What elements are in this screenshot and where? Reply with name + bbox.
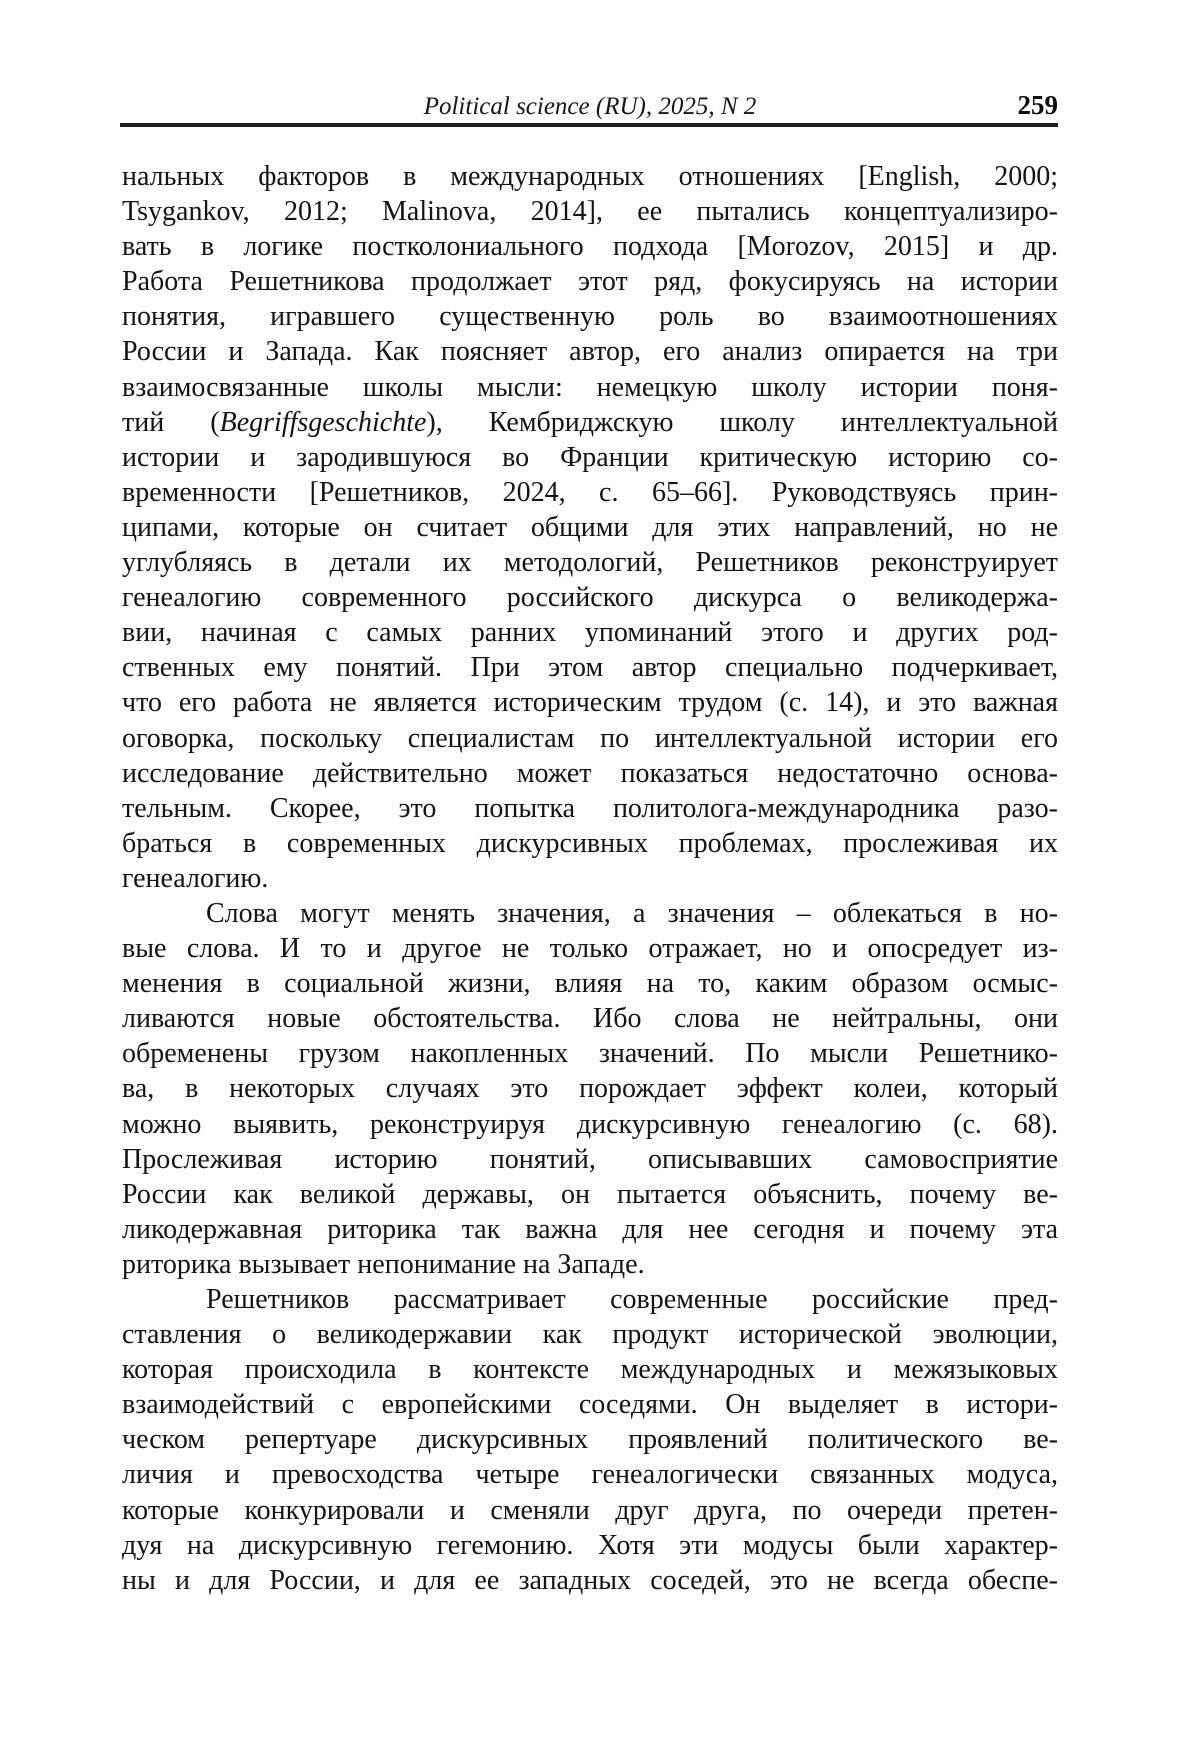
text-line: ственных ему понятий. При этом автор специально подчеркивает, xyxy=(122,652,1058,684)
text-line: нальных факторов в международных отношениях [English, 2000; xyxy=(122,161,1058,192)
text-line: понятия, игравшего существенную роль во взаимоотношениях xyxy=(122,301,1058,333)
text-line: Прослеживая историю понятий, описывавших самовосприятие xyxy=(122,1143,1058,1175)
header-rule xyxy=(120,123,1058,127)
paragraph-2 xyxy=(122,896,1058,1282)
paragraph-3 xyxy=(122,1282,1058,1598)
text-line: ципами, которые он считает общими для этих направлений, но не xyxy=(122,511,1058,543)
body-text xyxy=(122,159,1058,1598)
text-line: вии, начиная с самых ранних упоминаний этого и других род- xyxy=(122,617,1058,649)
page-number: 259 xyxy=(1017,90,1058,120)
text-line: исследование действительно может показаться недостаточно основа- xyxy=(122,757,1058,789)
journal-title: Political science (RU), 2025, N 2 xyxy=(423,93,757,120)
text-line: Решетников рассматривает современные российские пред- xyxy=(206,1284,1058,1315)
text-line: временности [Решетников, 2024, с. 65–66]. Руководствуясь прин- xyxy=(122,476,1058,508)
text-line: тельным. Скорее, это попытка политолога-международника разо- xyxy=(122,792,1058,824)
text-line: ческом репертуаре дискурсивных проявлений политического ве- xyxy=(122,1424,1058,1456)
text-line: вые слова. И то и другое не только отражает, но и опосредует из- xyxy=(122,933,1058,965)
text-line: менения в социальной жизни, влияя на то, каким образом осмыс- xyxy=(122,968,1058,1000)
text-line: углубляясь в детали их методологий, Решетников реконструирует xyxy=(122,547,1058,579)
text-line: России как великой державы, он пытается объяснить, почему ве- xyxy=(122,1178,1058,1210)
text-line: Tsygankov, 2012; Malinova, 2014], ее пытались концептуализиро- xyxy=(122,196,1058,228)
text-line: Работа Решетникова продолжает этот ряд, фокусируясь на истории xyxy=(122,266,1058,298)
text-line: обременены грузом накопленных значений. По мысли Решетнико- xyxy=(122,1038,1058,1070)
text-line: ставления о великодержавии как продукт исторической эволюции, xyxy=(122,1319,1058,1351)
text-line: взаимодействий с европейскими соседями. Он выделяет в истори- xyxy=(122,1389,1058,1421)
text-line: что его работа не является историческим трудом (с. 14), и это важная xyxy=(122,687,1058,719)
text-line: вать в логике постколониального подхода [Morozov, 2015] и др. xyxy=(122,231,1058,263)
text-line: ны и для России, и для ее западных соседей, это не всегда обеспе- xyxy=(122,1564,1058,1596)
text-line: которая происходила в контексте международных и межязыковых xyxy=(122,1354,1058,1386)
text-line: дуя на дискурсивную гегемонию. Хотя эти модусы были характер- xyxy=(122,1529,1058,1561)
text-line: ликодержавная риторика так важна для нее сегодня и почему эта xyxy=(122,1213,1058,1245)
text-line: истории и зародившуюся во Франции критическую историю со- xyxy=(122,441,1058,473)
text-line: риторика вызывает непонимание на Западе. xyxy=(122,1248,645,1280)
text-line: оговорка, поскольку специалистам по интеллектуальной истории его xyxy=(122,722,1058,754)
text-line: личия и превосходства четыре генеалогически связанных модуса, xyxy=(122,1459,1058,1491)
text-line: которые конкурировали и сменяли друг друга, по очереди претен- xyxy=(122,1494,1058,1526)
text-line: России и Запада. Как поясняет автор, его анализ опирается на три xyxy=(122,336,1058,368)
running-header xyxy=(122,88,1058,122)
text-line: можно выявить, реконструируя дискурсивную генеалогию (с. 68). xyxy=(122,1108,1058,1140)
text-line: браться в современных дискурсивных проблемах, прослеживая их xyxy=(122,827,1058,859)
text-line: взаимосвязанные школы мысли: немецкую школу истории поня- xyxy=(122,371,1058,403)
text-line: Слова могут менять значения, а значения – облекаться в но- xyxy=(206,897,1058,929)
text-line: генеалогию. xyxy=(122,862,269,894)
text-line: ва, в некоторых случаях это порождает эффект колеи, который xyxy=(122,1073,1058,1105)
text-line: генеалогию современного российского дискурса о великодержа- xyxy=(122,582,1058,614)
paragraph-1 xyxy=(122,159,1058,896)
text-line: ливаются новые обстоятельства. Ибо слова не нейтральны, они xyxy=(122,1003,1058,1035)
text-line: тий (Begriffsgeschichte), Кембриджскую школу интеллектуальной xyxy=(122,406,1059,438)
